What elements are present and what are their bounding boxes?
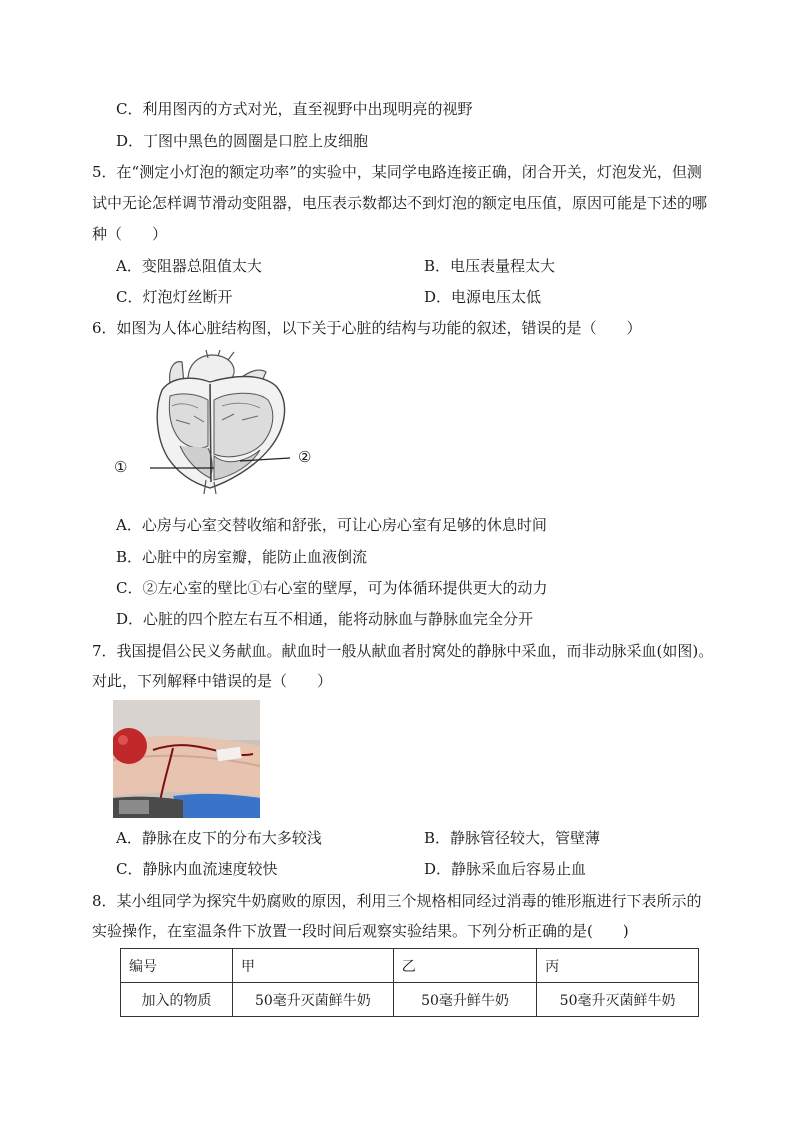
q4-option-c: C．利用图丙的方式对光，直至视野中出现明亮的视野 bbox=[116, 100, 473, 118]
q8-stem-line-2: 实验操作，在室温条件下放置一段时间后观察实验结果。下列分析正确的是( ) bbox=[92, 922, 629, 940]
table-row bbox=[121, 983, 699, 1017]
q6-stem: 6．如图为人体心脏结构图，以下关于心脏的结构与功能的叙述，错误的是（ ） bbox=[92, 319, 642, 337]
q7-option-a: A．静脉在皮下的分布大多较浅 bbox=[116, 829, 322, 847]
heart-label-1: ① bbox=[114, 458, 128, 476]
table-header-cell: 甲 bbox=[232, 949, 393, 983]
table-header-row bbox=[121, 949, 699, 983]
heart-illustration bbox=[110, 350, 330, 498]
q5-option-c: C．灯泡灯丝断开 bbox=[116, 288, 233, 306]
experiment-table bbox=[120, 948, 699, 1017]
q6-option-a: A．心房与心室交替收缩和舒张，可让心房心室有足够的休息时间 bbox=[116, 516, 547, 534]
table-cell: 50毫升鲜牛奶 bbox=[393, 983, 536, 1017]
q6-option-b: B．心脏中的房室瓣，能防止血液倒流 bbox=[116, 548, 368, 566]
q7-option-c: C．静脉内血流速度较快 bbox=[116, 860, 278, 878]
heart-label-2: ② bbox=[298, 448, 312, 466]
q8-stem-line-1: 8．某小组同学为探究牛奶腐败的原因，利用三个规格相同经过消毒的锥形瓶进行下表所示的 bbox=[92, 892, 702, 910]
q5-stem-line-1: 5．在“测定小灯泡的额定功率”的实验中，某同学电路连接正确，闭合开关，灯泡发光，但测 bbox=[92, 163, 702, 181]
q7-stem-line-2: 对此，下列解释中错误的是（ ） bbox=[92, 672, 333, 690]
q5-option-b: B．电压表量程太大 bbox=[424, 257, 556, 275]
q5-stem-line-2: 试中无论怎样调节滑动变阻器，电压表示数都达不到灯泡的额定电压值，原因可能是下述的哪 bbox=[92, 194, 708, 212]
table-cell: 50毫升灭菌鲜牛奶 bbox=[232, 983, 393, 1017]
heart-diagram bbox=[110, 350, 330, 498]
table-header-cell: 乙 bbox=[393, 949, 536, 983]
q7-option-b: B．静脉管径较大，管壁薄 bbox=[424, 829, 601, 847]
q6-option-d: D．心脏的四个腔左右互不相通，能将动脉血与静脉血完全分开 bbox=[116, 610, 534, 628]
q5-stem-line-3: 种（ ） bbox=[92, 225, 168, 243]
q7-stem-line-1: 7．我国提倡公民义务献血。献血时一般从献血者肘窝处的静脉中采血，而非动脉采血(如图)。 bbox=[92, 642, 714, 660]
q4-option-d: D．丁图中黑色的圆圈是口腔上皮细胞 bbox=[116, 132, 369, 150]
blood-donation-photo bbox=[113, 700, 260, 818]
q7-option-d: D．静脉采血后容易止血 bbox=[424, 860, 587, 878]
q5-option-a: A．变阻器总阻值太大 bbox=[116, 257, 262, 275]
table-header-cell: 编号 bbox=[121, 949, 233, 983]
q6-option-c: C．②左心室的壁比①右心室的壁厚，可为体循环提供更大的动力 bbox=[116, 579, 548, 597]
q5-option-d: D．电源电压太低 bbox=[424, 288, 542, 306]
blood-donation-illustration bbox=[113, 700, 260, 818]
table-cell: 50毫升灭菌鲜牛奶 bbox=[537, 983, 699, 1017]
table-cell: 加入的物质 bbox=[121, 983, 233, 1017]
table-header-cell: 丙 bbox=[537, 949, 699, 983]
